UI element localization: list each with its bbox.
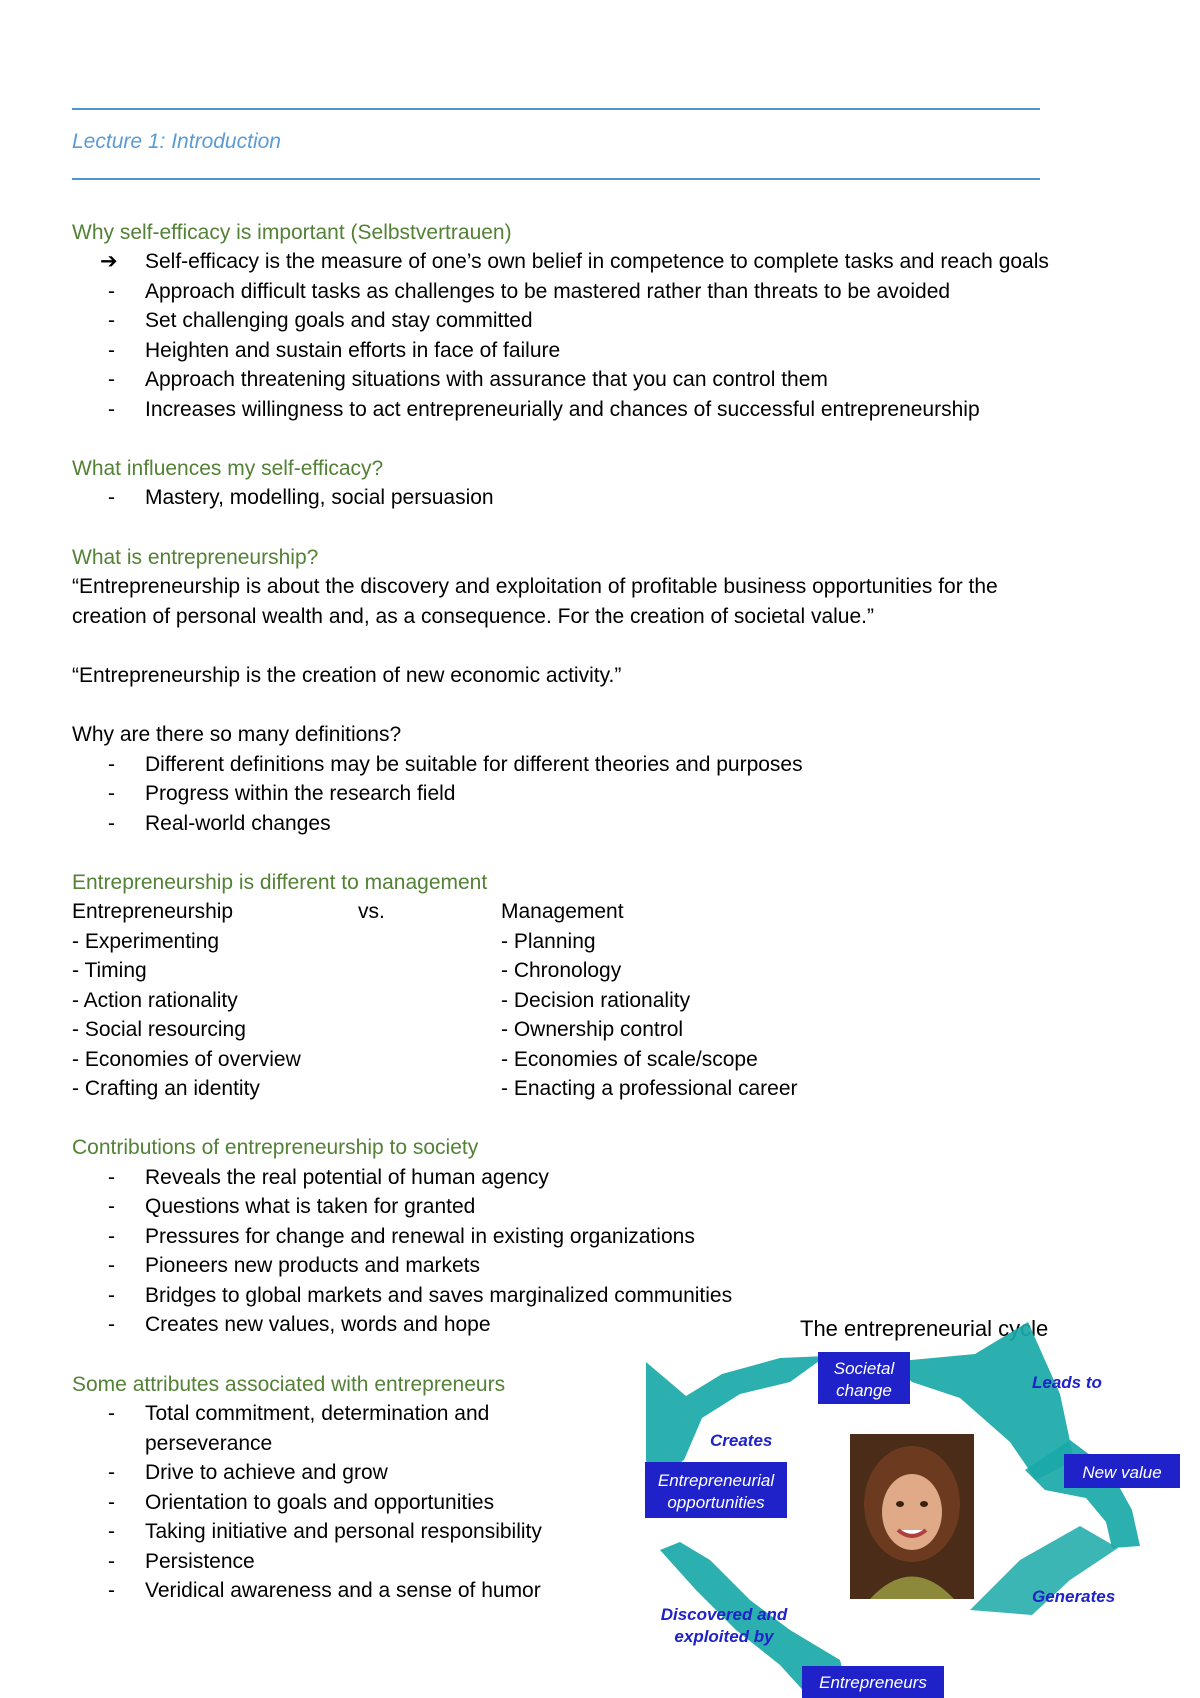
dash-bullet: - bbox=[108, 1520, 115, 1543]
dash-bullet: - bbox=[108, 1195, 115, 1218]
comparison-left-item: - Action rationality bbox=[72, 989, 238, 1012]
list-item: Drive to achieve and grow bbox=[145, 1461, 388, 1484]
comparison-right-item: - Chronology bbox=[501, 959, 622, 982]
section-heading-self-efficacy: Why self-efficacy is important (Selbstvertrauen) bbox=[72, 221, 512, 244]
list-item: Pioneers new products and markets bbox=[145, 1254, 481, 1277]
dash-bullet: - bbox=[108, 339, 115, 362]
list-item: Creates new values, words and hope bbox=[145, 1313, 491, 1336]
dash-bullet: - bbox=[108, 753, 115, 776]
list-item: Heighten and sustain efforts in face of failure bbox=[145, 339, 561, 362]
list-item: Reveals the real potential of human agency bbox=[145, 1166, 549, 1189]
dash-bullet: - bbox=[108, 309, 115, 332]
comparison-left-item: - Social resourcing bbox=[72, 1018, 246, 1041]
list-item: Questions what is taken for granted bbox=[145, 1195, 476, 1218]
section-heading-definition: What is entrepreneurship? bbox=[72, 546, 319, 569]
list-item: Different definitions may be suitable for different theories and purposes bbox=[145, 753, 803, 776]
label-creates: Creates bbox=[710, 1431, 773, 1450]
comparison-right-item: - Enacting a professional career bbox=[501, 1077, 798, 1100]
list-item: Total commitment, determination and bbox=[145, 1402, 490, 1425]
box-opportunities-line1: Entrepreneurial bbox=[657, 1471, 775, 1490]
comparison-right-item: - Planning bbox=[501, 930, 596, 953]
dash-bullet: - bbox=[108, 1225, 115, 1248]
list-item: Approach threatening situations with assurance that you can control them bbox=[145, 368, 828, 391]
comparison-vs: vs. bbox=[358, 900, 385, 923]
list-item: Taking initiative and personal responsibility bbox=[145, 1520, 542, 1543]
cycle-title: The entrepreneurial cycle bbox=[800, 1316, 1049, 1341]
dash-bullet: - bbox=[108, 1491, 115, 1514]
list-item: Mastery, modelling, social persuasion bbox=[145, 486, 494, 509]
comparison-right-item: - Decision rationality bbox=[501, 989, 691, 1012]
page-title: Lecture 1: Introduction bbox=[72, 130, 281, 153]
section-heading-attributes: Some attributes associated with entrepreneurs bbox=[72, 1373, 506, 1396]
label-discovered-line1: Discovered and bbox=[660, 1605, 788, 1624]
dash-bullet: - bbox=[108, 1313, 115, 1336]
dash-bullet: - bbox=[108, 1254, 115, 1277]
label-discovered-line2: exploited by bbox=[674, 1627, 774, 1646]
box-new-value-label: New value bbox=[1082, 1463, 1162, 1482]
list-item: Increases willingness to act entrepreneurially and chances of successful entrepreneurship bbox=[145, 398, 980, 421]
box-opportunities-line2: opportunities bbox=[667, 1493, 765, 1512]
quote-line: “Entrepreneurship is about the discovery and exploitation of profitable business opportunities for the bbox=[72, 575, 998, 598]
box-societal-change-line2: change bbox=[836, 1381, 892, 1400]
dash-bullet: - bbox=[108, 368, 115, 391]
dash-bullet: - bbox=[108, 486, 115, 509]
quote-line: creation of personal wealth and, as a consequence. For the creation of societal value.” bbox=[72, 605, 874, 628]
dash-bullet: - bbox=[108, 1166, 115, 1189]
comparison-right-title: Management bbox=[501, 900, 624, 923]
label-generates: Generates bbox=[1032, 1587, 1116, 1606]
list-item-continuation: perseverance bbox=[145, 1432, 273, 1455]
comparison-left-item: - Crafting an identity bbox=[72, 1077, 260, 1100]
list-item: Approach difficult tasks as challenges to be mastered rather than threats to be avoided bbox=[145, 280, 951, 303]
dash-bullet: - bbox=[108, 1461, 115, 1484]
bottom-rule bbox=[72, 178, 1040, 180]
list-item: Pressures for change and renewal in existing organizations bbox=[145, 1225, 695, 1248]
comparison-left-title: Entrepreneurship bbox=[72, 900, 234, 923]
dash-bullet: - bbox=[108, 1402, 115, 1425]
list-item: Self-efficacy is the measure of one’s own belief in competence to complete tasks and reach goals bbox=[145, 250, 1049, 273]
section-heading-contributions: Contributions of entrepreneurship to society bbox=[72, 1136, 479, 1159]
list-item: Set challenging goals and stay committed bbox=[145, 309, 533, 332]
dash-bullet: - bbox=[108, 1550, 115, 1573]
box-entrepreneurs-label: Entrepreneurs bbox=[819, 1673, 927, 1692]
comparison-left-item: - Experimenting bbox=[72, 930, 220, 953]
dash-bullet: - bbox=[108, 812, 115, 835]
dash-bullet: - bbox=[108, 1284, 115, 1307]
dash-bullet: - bbox=[108, 398, 115, 421]
list-item: Orientation to goals and opportunities bbox=[145, 1491, 495, 1514]
entrepreneurial-cycle-diagram bbox=[640, 1310, 1200, 1698]
list-item: Real-world changes bbox=[145, 812, 331, 835]
box-societal-change-line1: Societal bbox=[833, 1359, 895, 1378]
quote-line: “Entrepreneurship is the creation of new economic activity.” bbox=[72, 664, 622, 687]
comparison-right-item: - Ownership control bbox=[501, 1018, 684, 1041]
section-heading-management: Entrepreneurship is different to management bbox=[72, 871, 488, 894]
dash-bullet: - bbox=[108, 280, 115, 303]
list-item: Bridges to global markets and saves marginalized communities bbox=[145, 1284, 733, 1307]
dash-bullet: - bbox=[108, 782, 115, 805]
list-item: Progress within the research field bbox=[145, 782, 456, 805]
dash-bullet: - bbox=[108, 1579, 115, 1602]
section-heading-influences: What influences my self-efficacy? bbox=[72, 457, 384, 480]
label-leads-to: Leads to bbox=[1032, 1373, 1102, 1392]
arrow-bullet-icon: ➔ bbox=[100, 250, 118, 273]
comparison-left-item: - Economies of overview bbox=[72, 1048, 301, 1071]
top-rule bbox=[72, 108, 1040, 110]
definitions-question: Why are there so many definitions? bbox=[72, 723, 402, 746]
list-item: Veridical awareness and a sense of humor bbox=[145, 1579, 541, 1602]
list-item: Persistence bbox=[145, 1550, 255, 1573]
comparison-right-item: - Economies of scale/scope bbox=[501, 1048, 758, 1071]
comparison-left-item: - Timing bbox=[72, 959, 147, 982]
